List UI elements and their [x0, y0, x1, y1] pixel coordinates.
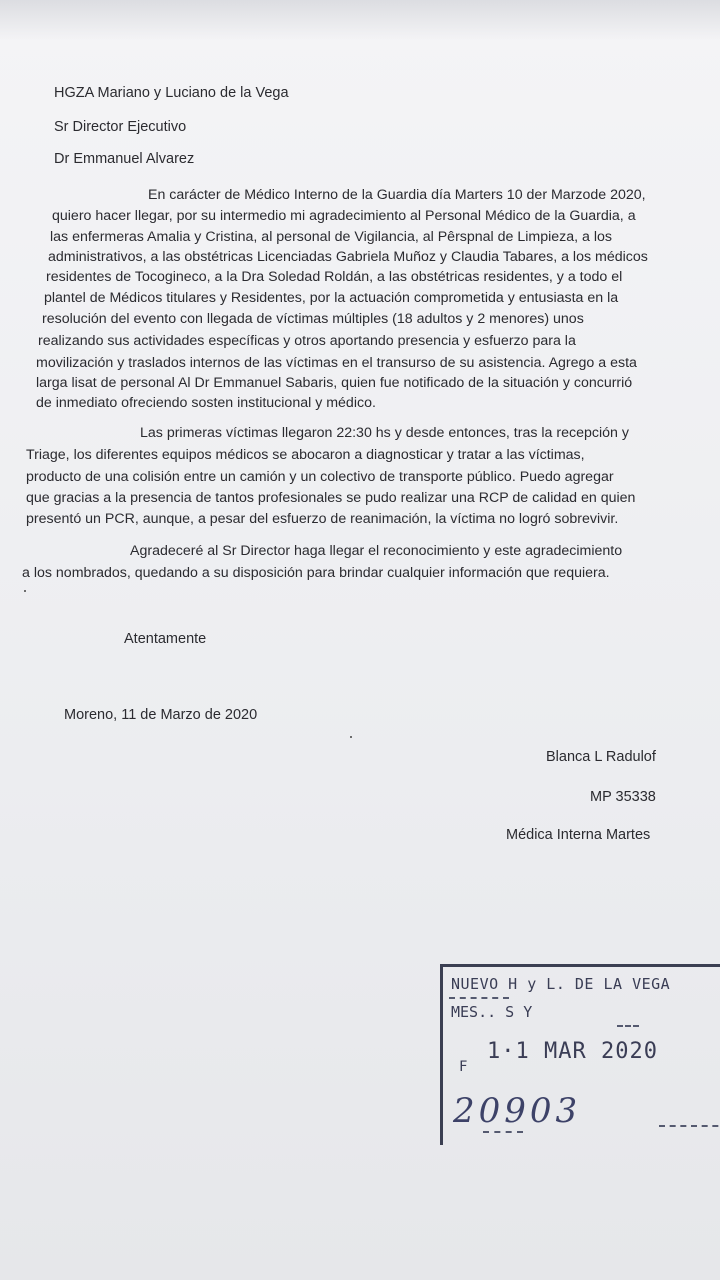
place-date: Moreno, 11 de Marzo de 2020	[64, 707, 258, 723]
stamp-date: 1·1 MAR 2020	[487, 1039, 658, 1064]
stamp-office-line: MES.. S Y	[451, 1003, 533, 1021]
stamp-dash	[449, 997, 509, 999]
paragraph-line: movilización y traslados internos de las víctimas en el transurso de su asistencia. Agrego a esta	[36, 355, 637, 371]
recipient-name: Dr Emmanuel Alvarez	[54, 151, 195, 167]
paragraph-line: Agradeceré al Sr Director haga llegar el reconocimiento y este agradecimiento	[130, 543, 623, 559]
page-shadow	[0, 0, 720, 40]
paragraph-line: Triage, los diferentes equipos médicos se abocaron a diagnosticar y tratar a las víctimas,	[26, 447, 585, 463]
paragraph-line: quiero hacer llegar, por su intermedio mi agradecimiento al Personal Médico de la Guardia, a	[52, 208, 636, 224]
hospital-name: HGZA Mariano y Luciano de la Vega	[54, 85, 289, 101]
stamp-entry-number: 20903	[453, 1091, 582, 1131]
paragraph-line: realizando sus actividades específicas y otros aportando presencia y esfuerzo para la	[38, 333, 576, 349]
stamp-dash	[659, 1125, 720, 1127]
ink-speck	[350, 736, 352, 738]
paragraph-line: administrativos, a las obstétricas Licenciadas Gabriela Muñoz y Claudia Tabares, a los médicos	[48, 249, 648, 265]
recipient-title: Sr Director Ejecutivo	[54, 119, 187, 135]
paragraph-line: Las primeras víctimas llegaron 22:30 hs y desde entonces, tras la recepción y	[140, 425, 629, 441]
paragraph-line: producto de una colisión entre un camión y un colectivo de transporte público. Puedo agregar	[26, 469, 614, 485]
paragraph-line: resolución del evento con llegada de víctimas múltiples (18 adultos y 2 menores) unos	[42, 311, 584, 327]
signer-license: MP 35338	[590, 789, 656, 805]
ink-speck	[24, 590, 26, 592]
paragraph-line: residentes de Tocogineco, a la Dra Soledad Roldán, a las obstétricas residentes, y a todo el	[46, 269, 623, 285]
paragraph-line: de inmediato ofreciendo sosten institucional y médico.	[36, 395, 376, 411]
paragraph-line: plantel de Médicos titulares y Residentes, por la actuación comprometida y entusiasta en la	[44, 290, 619, 306]
paragraph-line: a los nombrados, quedando a su disposición para brindar cualquier información que requiera.	[22, 565, 610, 581]
stamp-dash	[483, 1131, 523, 1133]
paragraph-line: En carácter de Médico Interno de la Guardia día Marters 10 der Marzode 2020,	[148, 187, 646, 203]
signer-name: Blanca L Radulof	[546, 749, 656, 765]
stamp-hospital-line: NUEVO H y L. DE LA VEGA	[451, 975, 671, 993]
paragraph-line: larga lisat de personal Al Dr Emmanuel Sabaris, quien fue notificado de la situación y concurrió	[36, 375, 633, 391]
paragraph-line: que gracias a la presencia de tantos profesionales se pudo realizar una RCP de calidad en quien	[26, 490, 636, 506]
stamp-mark-f: F	[459, 1059, 468, 1075]
stamp-dash	[617, 1025, 639, 1027]
paragraph-line: las enfermeras Amalia y Cristina, al personal de Vigilancia, al Pêrspnal de Limpieza, a los	[50, 229, 613, 245]
salutation: Atentamente	[124, 631, 207, 647]
signer-role: Médica Interna Martes	[506, 827, 651, 843]
paragraph-line: presentó un PCR, aunque, a pesar del esfuerzo de reanimación, la víctima no logró sobrevivir.	[26, 511, 619, 527]
reception-stamp	[440, 964, 720, 1145]
